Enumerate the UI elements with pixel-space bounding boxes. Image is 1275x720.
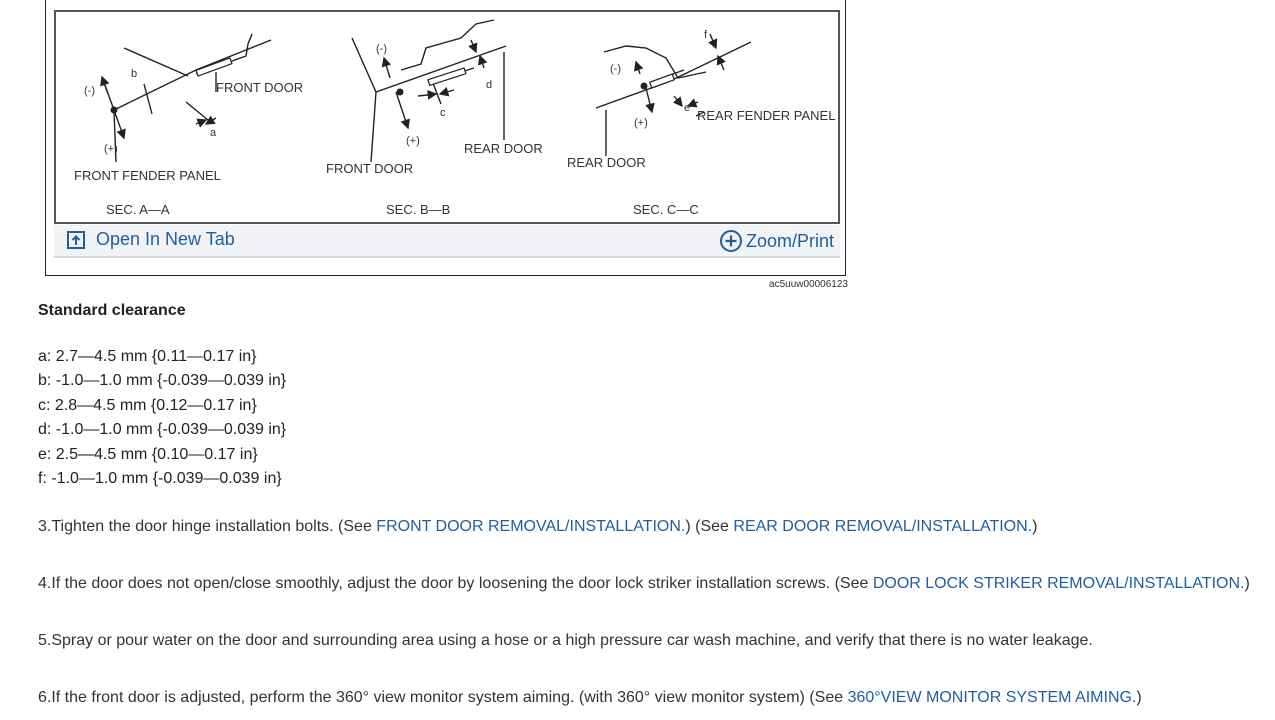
- step-text: ): [1032, 518, 1038, 535]
- label-letter-f: f: [704, 29, 708, 41]
- rear-door-removal-link[interactable]: REAR DOOR REMOVAL/INSTALLATION.: [733, 518, 1033, 535]
- step-4: [38, 575, 1250, 593]
- label-plus-c: (+): [634, 117, 648, 129]
- step-text: ): [1136, 689, 1142, 706]
- zoom-print-label: Zoom/Print: [745, 230, 834, 251]
- standard-clearance-title: Standard clearance: [38, 302, 186, 319]
- clearance-diagram: [54, 10, 840, 224]
- view-monitor-aiming-link[interactable]: 360°VIEW MONITOR SYSTEM AIMING.: [847, 689, 1137, 706]
- step-text: 5.Spray or pour water on the door and surrounding area using a hose or a high pressure car wash machine, and verify that there is no water leakage.: [38, 632, 1093, 649]
- step-6: [38, 689, 1142, 707]
- figure-toolbar: [54, 225, 840, 258]
- clearance-item: b: -1.0—1.0 mm {-0.039—0.039 in}: [38, 372, 287, 390]
- section-a-label: SEC. A—A: [106, 202, 170, 217]
- open-in-new-tab-button[interactable]: [66, 229, 235, 250]
- open-in-new-tab-icon: [66, 230, 86, 250]
- step-3: [38, 518, 1037, 536]
- label-letter-d: d: [486, 79, 493, 91]
- clearance-item: c: 2.8—4.5 mm {0.12—0.17 in}: [38, 396, 257, 414]
- label-plus-b: (+): [406, 135, 420, 147]
- door-lock-striker-link[interactable]: DOOR LOCK STRIKER REMOVAL/INSTALLATION.: [872, 575, 1245, 592]
- open-in-new-tab-label: Open In New Tab: [96, 229, 235, 249]
- label-minus-b: (-): [376, 43, 387, 55]
- label-rear-fender-panel: REAR FENDER PANEL: [697, 108, 836, 123]
- front-door-removal-link[interactable]: FRONT DOOR REMOVAL/INSTALLATION.: [376, 518, 686, 535]
- label-letter-a: a: [210, 127, 217, 139]
- label-minus-c: (-): [610, 63, 621, 75]
- figure-frame: [45, 0, 846, 276]
- label-minus-a: (-): [84, 85, 95, 97]
- label-letter-b: b: [131, 68, 138, 80]
- clearance-item: d: -1.0—1.0 mm {-0.039—0.039 in}: [38, 421, 287, 439]
- zoom-plus-icon: [719, 229, 743, 253]
- diagram-svg: [56, 12, 838, 222]
- label-letter-e: e: [684, 102, 691, 114]
- clearance-item: f: -1.0—1.0 mm {-0.039—0.039 in}: [38, 469, 282, 487]
- label-front-door-b: FRONT DOOR: [326, 161, 414, 176]
- label-letter-c: c: [440, 107, 446, 119]
- clearance-item: e: 2.5—4.5 mm {0.10—0.17 in}: [38, 445, 258, 463]
- label-plus-a: (+): [104, 143, 118, 155]
- figure-reference-code: ac5uuw00006123: [769, 279, 848, 290]
- clearance-item: a: 2.7—4.5 mm {0.11—0.17 in}: [38, 348, 257, 365]
- step-text: ) (See: [685, 518, 734, 535]
- section-c-label: SEC. C—C: [633, 202, 699, 217]
- step-5: [38, 632, 1093, 650]
- step-text: 3.Tighten the door hinge installation bolts. (See: [38, 518, 377, 535]
- label-rear-door-c: REAR DOOR: [567, 155, 646, 170]
- section-b-label: SEC. B—B: [386, 202, 451, 217]
- clearance-list: [38, 345, 286, 491]
- zoom-print-button[interactable]: [719, 229, 834, 253]
- step-text: ): [1244, 575, 1250, 592]
- step-text: 6.If the front door is adjusted, perform the 360° view monitor system aiming. (with 360° view monitor system) (See: [38, 689, 848, 706]
- label-front-fender-panel: FRONT FENDER PANEL: [74, 168, 221, 183]
- step-text: 4.If the door does not open/close smoothly, adjust the door by loosening the door lock striker installation screws. (See: [38, 575, 873, 592]
- label-front-door-a: FRONT DOOR: [216, 80, 304, 95]
- label-rear-door-b: REAR DOOR: [464, 141, 543, 156]
